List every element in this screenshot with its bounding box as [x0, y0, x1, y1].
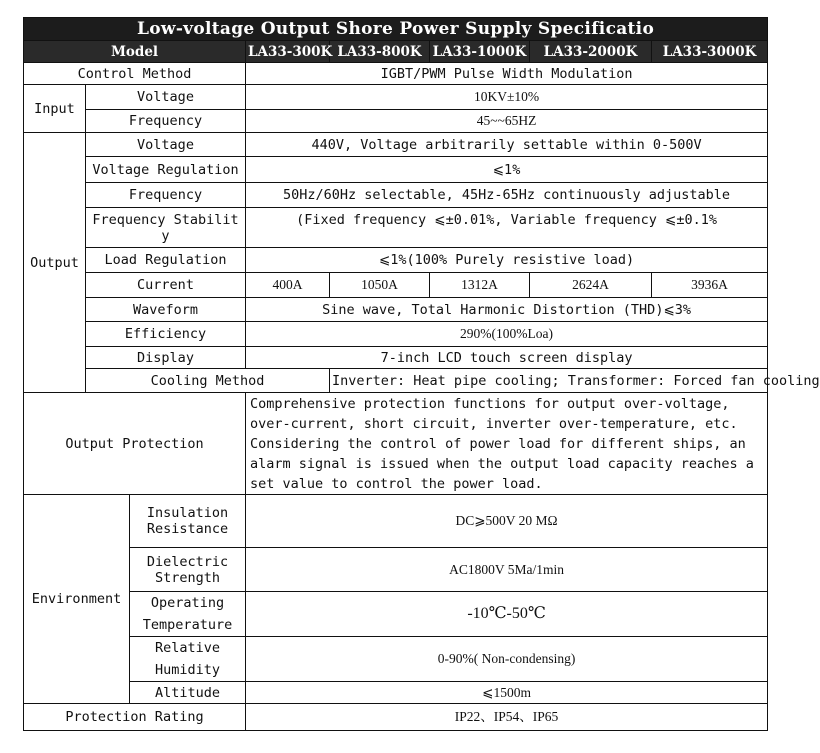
- humidity-row: [24, 637, 768, 682]
- voltage-regulation-label: Voltage Regulation: [86, 157, 246, 183]
- current-3000k: 3936A: [652, 273, 768, 298]
- input-frequency-row: [24, 110, 768, 133]
- title-row: [24, 18, 768, 41]
- waveform-value: Sine wave, Total Harmonic Distortion (THD)⩽3%: [246, 298, 768, 322]
- input-voltage-value: 10KV±10%: [246, 85, 768, 110]
- load-regulation-row: [24, 248, 768, 273]
- input-voltage-row: [24, 85, 768, 110]
- current-row: [24, 273, 768, 298]
- model-1: LA33-300K: [246, 41, 330, 63]
- model-3: LA33-1000K: [430, 41, 530, 63]
- insulation-row: [24, 495, 768, 548]
- input-frequency-label: Frequency: [86, 110, 246, 133]
- display-row: [24, 347, 768, 369]
- operating-temp-label: Operating Temperature: [130, 592, 246, 637]
- efficiency-row: [24, 322, 768, 347]
- frequency-stability-value: (Fixed frequency ⩽±0.01%, Variable frequency ⩽±0.1%: [246, 208, 768, 248]
- output-voltage-label: Voltage: [86, 133, 246, 157]
- efficiency-label: Efficiency: [86, 322, 246, 347]
- output-label: Output: [24, 133, 86, 393]
- table-title: Low-voltage Output Shore Power Supply Specificatio: [24, 18, 768, 41]
- display-label: Display: [86, 347, 246, 369]
- cooling-method-label: Cooling Method: [86, 369, 330, 393]
- output-frequency-label: Frequency: [86, 183, 246, 208]
- model-5: LA33-3000K: [652, 41, 768, 63]
- voltage-regulation-row: [24, 157, 768, 183]
- current-300k: 400A: [246, 273, 330, 298]
- altitude-value: ⩽1500m: [246, 682, 768, 704]
- waveform-label: Waveform: [86, 298, 246, 322]
- current-2000k: 2624A: [530, 273, 652, 298]
- model-row: [24, 41, 768, 63]
- dielectric-value: AC1800V 5Ma/1min: [246, 548, 768, 592]
- operating-temp-row: [24, 592, 768, 637]
- insulation-label: Insulation Resistance: [130, 495, 246, 548]
- model-label: Model: [24, 41, 246, 63]
- frequency-stability-row: [24, 208, 768, 248]
- display-value: 7-inch LCD touch screen display: [246, 347, 768, 369]
- output-voltage-value: 440V, Voltage arbitrarily settable within 0-500V: [246, 133, 768, 157]
- protection-rating-row: [24, 704, 768, 731]
- output-frequency-row: [24, 183, 768, 208]
- output-frequency-value: 50Hz/60Hz selectable, 45Hz-65Hz continuously adjustable: [246, 183, 768, 208]
- model-4: LA33-2000K: [530, 41, 652, 63]
- load-regulation-value: ⩽1%(100% Purely resistive load): [246, 248, 768, 273]
- input-frequency-value: 45~~65HZ: [246, 110, 768, 133]
- insulation-value: DC⩾500V 20 MΩ: [246, 495, 768, 548]
- altitude-label: Altitude: [130, 682, 246, 704]
- input-voltage-label: Voltage: [86, 85, 246, 110]
- output-voltage-row: [24, 133, 768, 157]
- operating-temp-value: -10℃-50℃: [246, 592, 768, 637]
- control-method-row: [24, 63, 768, 85]
- model-2: LA33-800K: [330, 41, 430, 63]
- voltage-regulation-value: ⩽1%: [246, 157, 768, 183]
- waveform-row: [24, 298, 768, 322]
- cooling-method-row: [24, 369, 768, 393]
- output-protection-row: [24, 393, 768, 495]
- humidity-label: Relative Humidity: [130, 637, 246, 682]
- control-method-label: Control Method: [24, 63, 246, 85]
- output-protection-value: Comprehensive protection functions for output over-voltage, over-current, short circuit, inverter over-temperature, etc. Considering the control of power load for different ships, an alarm signal is issued when the output load capacity reaches a set value to control the power load.: [246, 393, 768, 495]
- protection-rating-label: Protection Rating: [24, 704, 246, 731]
- protection-rating-value: IP22、IP54、IP65: [246, 704, 768, 731]
- spec-table: [23, 17, 820, 731]
- humidity-value: 0-90%( Non-condensing): [246, 637, 768, 682]
- control-method-value: IGBT/PWM Pulse Width Modulation: [246, 63, 768, 85]
- dielectric-label: Dielectric Strength: [130, 548, 246, 592]
- environment-label: Environment: [24, 495, 130, 704]
- current-800k: 1050A: [330, 273, 430, 298]
- input-label: Input: [24, 85, 86, 133]
- current-label: Current: [86, 273, 246, 298]
- output-protection-label: Output Protection: [24, 393, 246, 495]
- load-regulation-label: Load Regulation: [86, 248, 246, 273]
- cooling-method-value: Inverter: Heat pipe cooling; Transformer: Forced fan cooling: [330, 369, 768, 393]
- altitude-row: [24, 682, 768, 704]
- efficiency-value: 290%(100%Loa): [246, 322, 768, 347]
- frequency-stability-label: Frequency Stabilit y: [86, 208, 246, 248]
- dielectric-row: [24, 548, 768, 592]
- current-1000k: 1312A: [430, 273, 530, 298]
